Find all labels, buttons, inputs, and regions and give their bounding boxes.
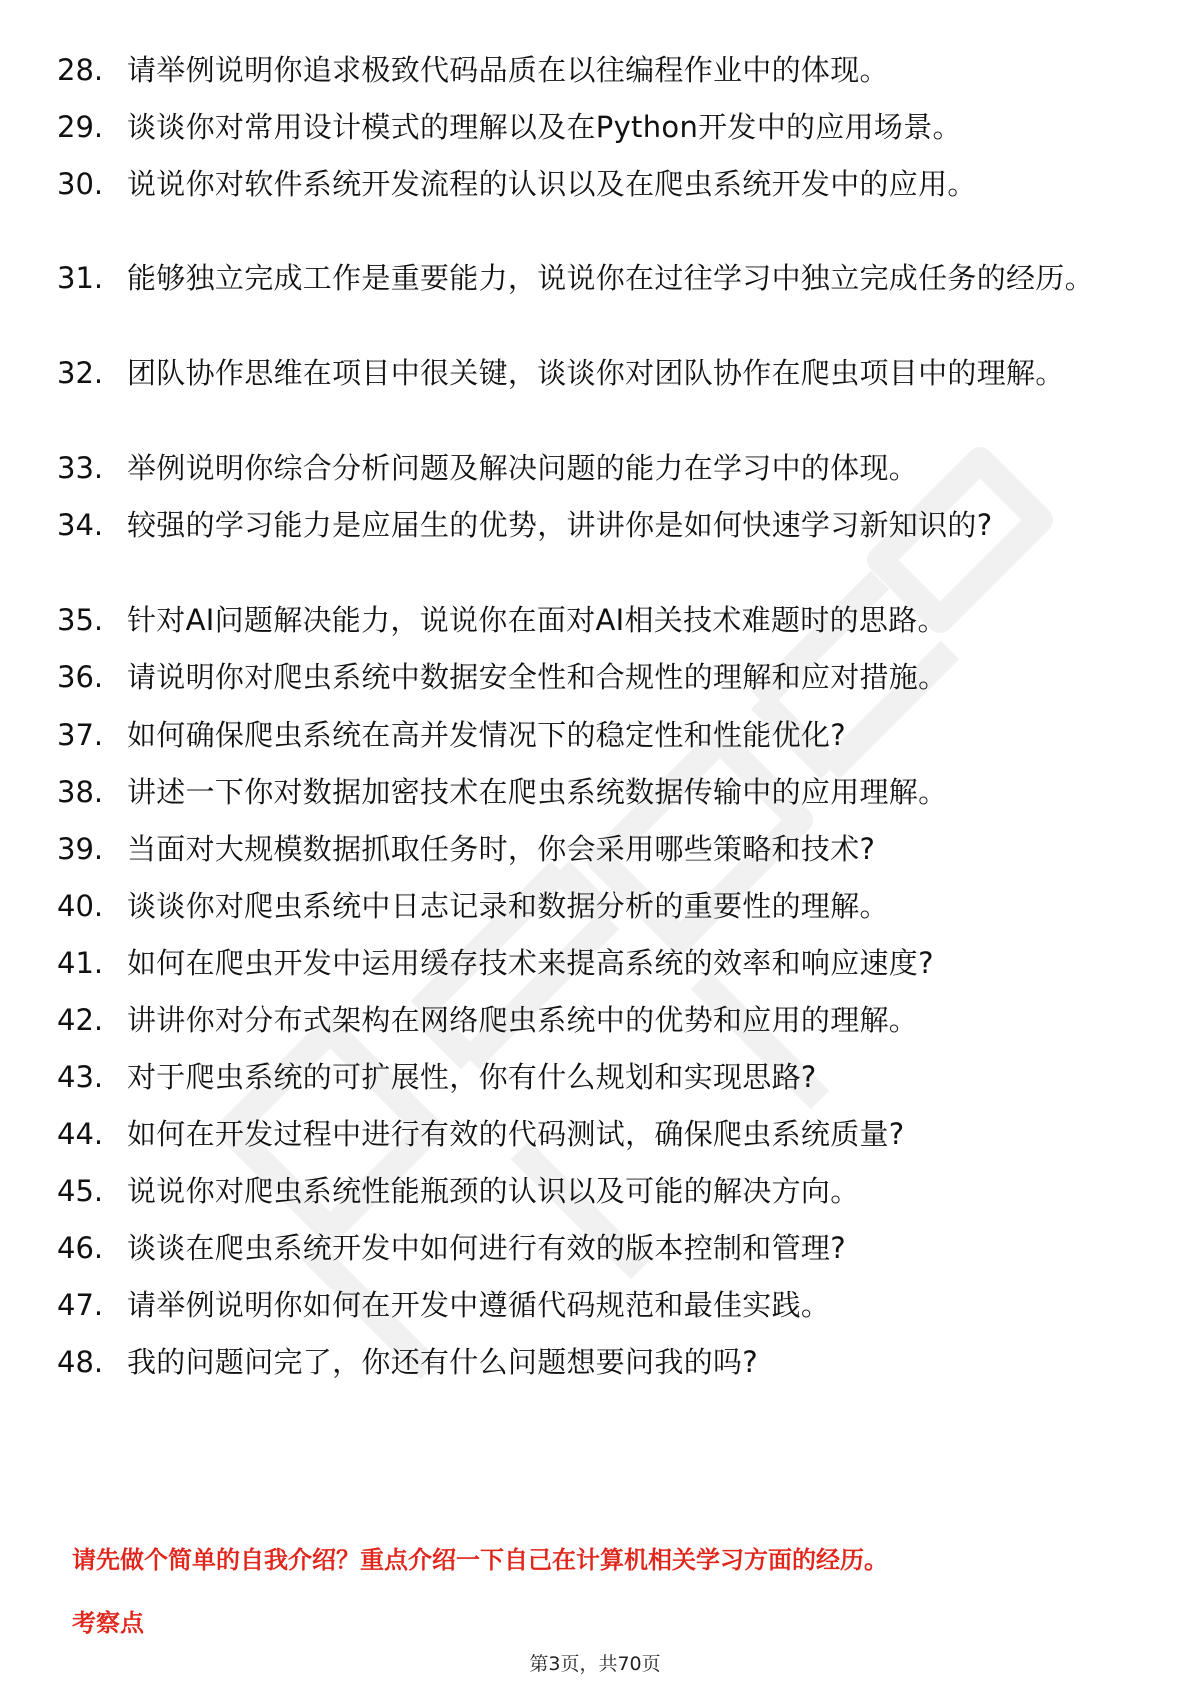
item-text: 如何确保爬虫系统在高并发情况下的稳定性和性能优化?: [127, 718, 846, 752]
item-number: 46.: [57, 1231, 104, 1265]
item-text: 谈谈你对常用设计模式的理解以及在Python开发中的应用场景。: [127, 110, 962, 144]
item-number: 43.: [57, 1060, 104, 1094]
item-text: 谈谈在爬虫系统开发中如何进行有效的版本控制和管理?: [127, 1231, 846, 1265]
item-text: 请举例说明你如何在开发中遵循代码规范和最佳实践。: [127, 1288, 831, 1322]
item-number: 36.: [57, 660, 104, 694]
item-text: 请说明你对爬虫系统中数据安全性和合规性的理解和应对措施。: [127, 660, 948, 694]
item-number: 28.: [57, 53, 104, 87]
item-number: 34.: [57, 508, 104, 542]
item-number: 32.: [57, 356, 104, 390]
item-text: 说说你对软件系统开发流程的认识以及在爬虫系统开发中的应用。: [127, 167, 977, 201]
item-number: 29.: [57, 110, 104, 144]
item-number: 42.: [57, 1003, 104, 1037]
item-text: 说说你对爬虫系统性能瓶颈的认识以及可能的解决方向。: [127, 1174, 860, 1208]
item-text: 较强的学习能力是应届生的优势，讲讲你是如何快速学习新知识的?: [127, 508, 993, 542]
item-number: 33.: [57, 451, 104, 485]
item-number: 38.: [57, 775, 104, 809]
section-heading: 考察点: [72, 1609, 144, 1637]
item-text: 如何在爬虫开发中运用缓存技术来提高系统的效率和响应速度?: [127, 946, 934, 980]
item-text: 如何在开发过程中进行有效的代码测试，确保爬虫系统质量?: [127, 1117, 905, 1151]
self-intro-question: 请先做个简单的自我介绍？重点介绍一下自己在计算机相关学习方面的经历。: [72, 1546, 888, 1574]
item-number: 48.: [57, 1345, 104, 1379]
item-text: 团队协作思维在项目中很关键，谈谈你对团队协作在爬虫项目中的理解。: [127, 356, 1065, 390]
item-number: 37.: [57, 718, 104, 752]
item-text: 讲讲你对分布式架构在网络爬虫系统中的优势和应用的理解。: [127, 1003, 919, 1037]
item-text: 能够独立完成工作是重要能力，说说你在过往学习中独立完成任务的经历。: [127, 261, 1094, 295]
item-number: 41.: [57, 946, 104, 980]
item-number: 31.: [57, 261, 104, 295]
item-text: 对于爬虫系统的可扩展性，你有什么规划和实现思路?: [127, 1060, 817, 1094]
page-number: 第3页，共70页: [529, 1653, 661, 1675]
item-text: 举例说明你综合分析问题及解决问题的能力在学习中的体现。: [127, 451, 919, 485]
item-text: 谈谈你对爬虫系统中日志记录和数据分析的重要性的理解。: [127, 889, 889, 923]
item-number: 45.: [57, 1174, 104, 1208]
item-number: 44.: [57, 1117, 104, 1151]
item-text: 请举例说明你追求极致代码品质在以往编程作业中的体现。: [127, 53, 889, 87]
item-number: 35.: [57, 603, 104, 637]
item-text: 我的问题问完了，你还有什么问题想要问我的吗?: [127, 1345, 758, 1379]
item-number: 40.: [57, 889, 104, 923]
item-text: 讲述一下你对数据加密技术在爬虫系统数据传输中的应用理解。: [127, 775, 948, 809]
item-text: 当面对大规模数据抓取任务时，你会采用哪些策略和技术?: [127, 832, 876, 866]
item-number: 39.: [57, 832, 104, 866]
item-number: 47.: [57, 1288, 104, 1322]
item-number: 30.: [57, 167, 104, 201]
item-text: 针对AI问题解决能力，说说你在面对AI相关技术难题时的思路。: [127, 603, 947, 637]
